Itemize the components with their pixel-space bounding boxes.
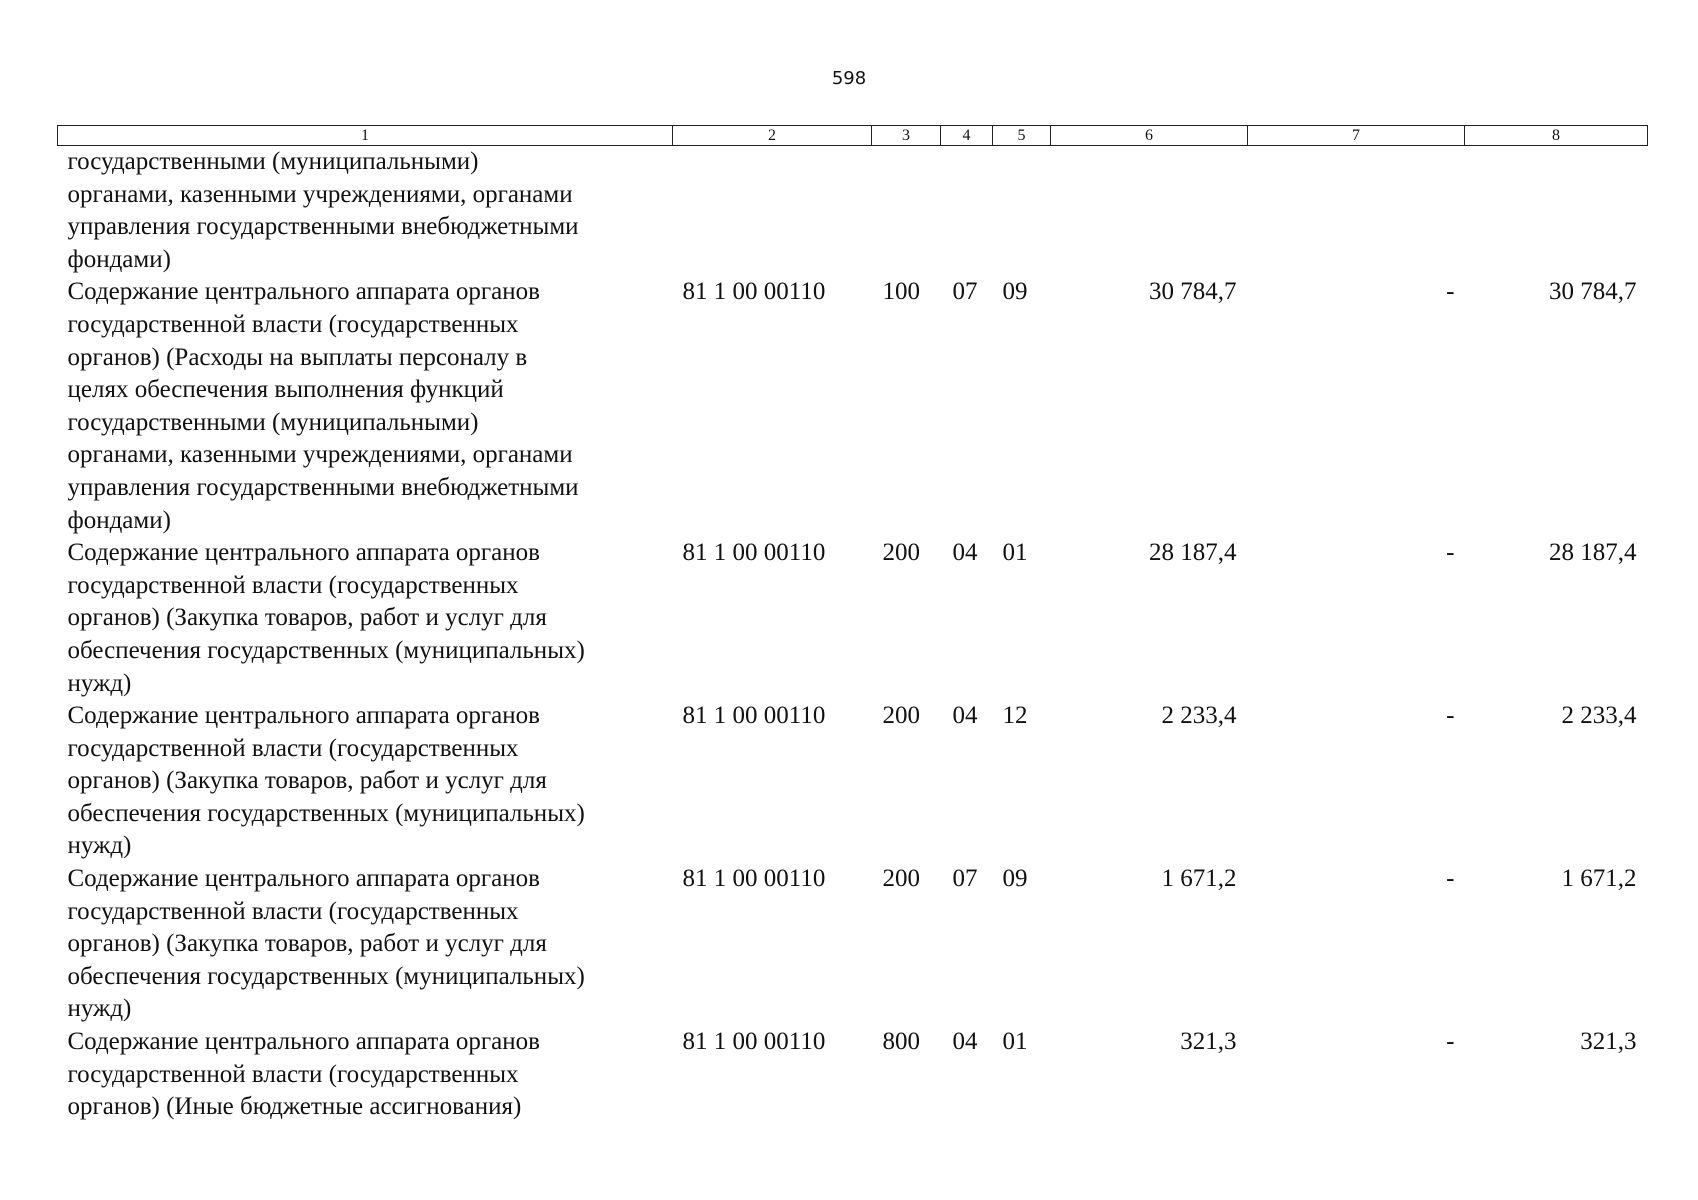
desc-line: органов) (Закупка товаров, работ и услуг для	[67, 767, 547, 795]
row-section: 04	[952, 539, 978, 567]
desc-line: обеспечения государственных (муниципальных)	[67, 636, 585, 664]
page-number: 598	[831, 68, 867, 89]
desc-line: органов) (Расходы на выплаты персоналу в	[67, 343, 528, 371]
desc-line: Содержание центрального аппарата органов	[67, 278, 540, 306]
row-expense-type: 200	[882, 702, 920, 730]
row-description	[58, 276, 673, 537]
row-section: 04	[952, 1028, 978, 1056]
desc-line: Содержание центрального аппарата органов	[67, 702, 540, 730]
row-subsection: 01	[1002, 539, 1028, 567]
row-amount-col7: -	[1446, 1028, 1455, 1056]
table-row	[58, 863, 1648, 1026]
row-description	[58, 700, 673, 863]
desc-line: государственной власти (государственных	[67, 897, 519, 925]
row-amount-col6: 321,3	[1180, 1028, 1237, 1056]
row-amount-col6: 30 784,7	[1149, 278, 1237, 306]
desc-line: Содержание центрального аппарата органов	[67, 1028, 540, 1056]
header-cell-5: 5	[993, 126, 1051, 146]
row-code: 81 1 00 00110	[682, 865, 826, 893]
desc-line: государственными (муниципальными)	[67, 408, 479, 436]
desc-line: органов) (Закупка товаров, работ и услуг для	[67, 930, 547, 958]
row-subsection: 09	[1002, 278, 1028, 306]
table-row	[58, 1026, 1648, 1124]
header-cell-8: 8	[1465, 126, 1648, 146]
desc-line: нужд)	[67, 995, 132, 1023]
row-expense-type: 200	[882, 865, 920, 893]
header-cell-3: 3	[872, 126, 941, 146]
desc-line: управления государственными внебюджетными	[67, 473, 579, 501]
table-row	[58, 276, 1648, 537]
desc-line: государственной власти (государственных	[67, 571, 519, 599]
row-amount-col7: -	[1446, 865, 1455, 893]
header-cell-4: 4	[941, 126, 993, 146]
row-amount-col8: 321,3	[1580, 1028, 1637, 1056]
row-subsection: 01	[1002, 1028, 1028, 1056]
row-code: 81 1 00 00110	[682, 278, 826, 306]
header-cell-7: 7	[1248, 126, 1465, 146]
row-code: 81 1 00 00110	[682, 702, 826, 730]
desc-line: фондами)	[67, 506, 171, 534]
row-description	[58, 537, 673, 700]
desc-line: Содержание центрального аппарата органов	[67, 865, 540, 893]
desc-line: обеспечения государственных (муниципальных)	[67, 799, 585, 827]
row-amount-col8: 1 671,2	[1561, 865, 1637, 893]
desc-line: государственной власти (государственных	[67, 734, 519, 762]
row-amount-col8: 28 187,4	[1549, 539, 1637, 567]
desc-line: нужд)	[67, 669, 132, 697]
row-subsection: 12	[1002, 702, 1028, 730]
header-cell-6: 6	[1051, 126, 1248, 146]
row-amount-col7: -	[1446, 702, 1455, 730]
row-amount-col6: 1 671,2	[1161, 865, 1237, 893]
desc-line: обеспечения государственных (муниципальных)	[67, 962, 585, 990]
row-amount-col6: 2 233,4	[1161, 702, 1237, 730]
row-expense-type: 100	[882, 278, 920, 306]
continuation-row	[58, 146, 1648, 277]
desc-line: государственными (муниципальными)	[67, 148, 479, 175]
table-row	[58, 700, 1648, 863]
header-cell-2: 2	[673, 126, 872, 146]
header-cell-1: 1	[58, 126, 673, 146]
row-amount-col7: -	[1446, 539, 1455, 567]
desc-line: органов) (Иные бюджетные ассигнования)	[67, 1093, 522, 1121]
desc-line: государственной власти (государственных	[67, 310, 519, 338]
table-row	[58, 537, 1648, 700]
desc-line: Содержание центрального аппарата органов	[67, 539, 540, 567]
desc-line: органами, казенными учреждениями, органами	[67, 441, 573, 469]
row-expense-type: 800	[882, 1028, 920, 1056]
desc-line: государственной власти (государственных	[67, 1060, 519, 1088]
row-expense-type: 200	[882, 539, 920, 567]
budget-table	[57, 125, 1648, 1124]
row-amount-col8: 2 233,4	[1561, 702, 1637, 730]
row-subsection: 09	[1002, 865, 1028, 893]
row-section: 07	[952, 278, 978, 306]
row-description	[58, 863, 673, 1026]
row-amount-col8: 30 784,7	[1549, 278, 1637, 306]
row-code: 81 1 00 00110	[682, 539, 826, 567]
desc-line: органов) (Закупка товаров, работ и услуг для	[67, 604, 547, 632]
row-amount-col7: -	[1446, 278, 1455, 306]
desc-line: целях обеспечения выполнения функций	[67, 376, 504, 404]
desc-line: нужд)	[67, 832, 132, 860]
desc-line: управления государственными внебюджетными	[67, 213, 579, 241]
row-section: 04	[952, 702, 978, 730]
header-row	[58, 126, 1648, 146]
row-description	[58, 1026, 673, 1124]
continuation-description	[58, 146, 673, 277]
row-section: 07	[952, 865, 978, 893]
row-code: 81 1 00 00110	[682, 1028, 826, 1056]
row-amount-col6: 28 187,4	[1149, 539, 1237, 567]
desc-line: органами, казенными учреждениями, органами	[67, 180, 573, 208]
desc-line: фондами)	[67, 245, 171, 273]
